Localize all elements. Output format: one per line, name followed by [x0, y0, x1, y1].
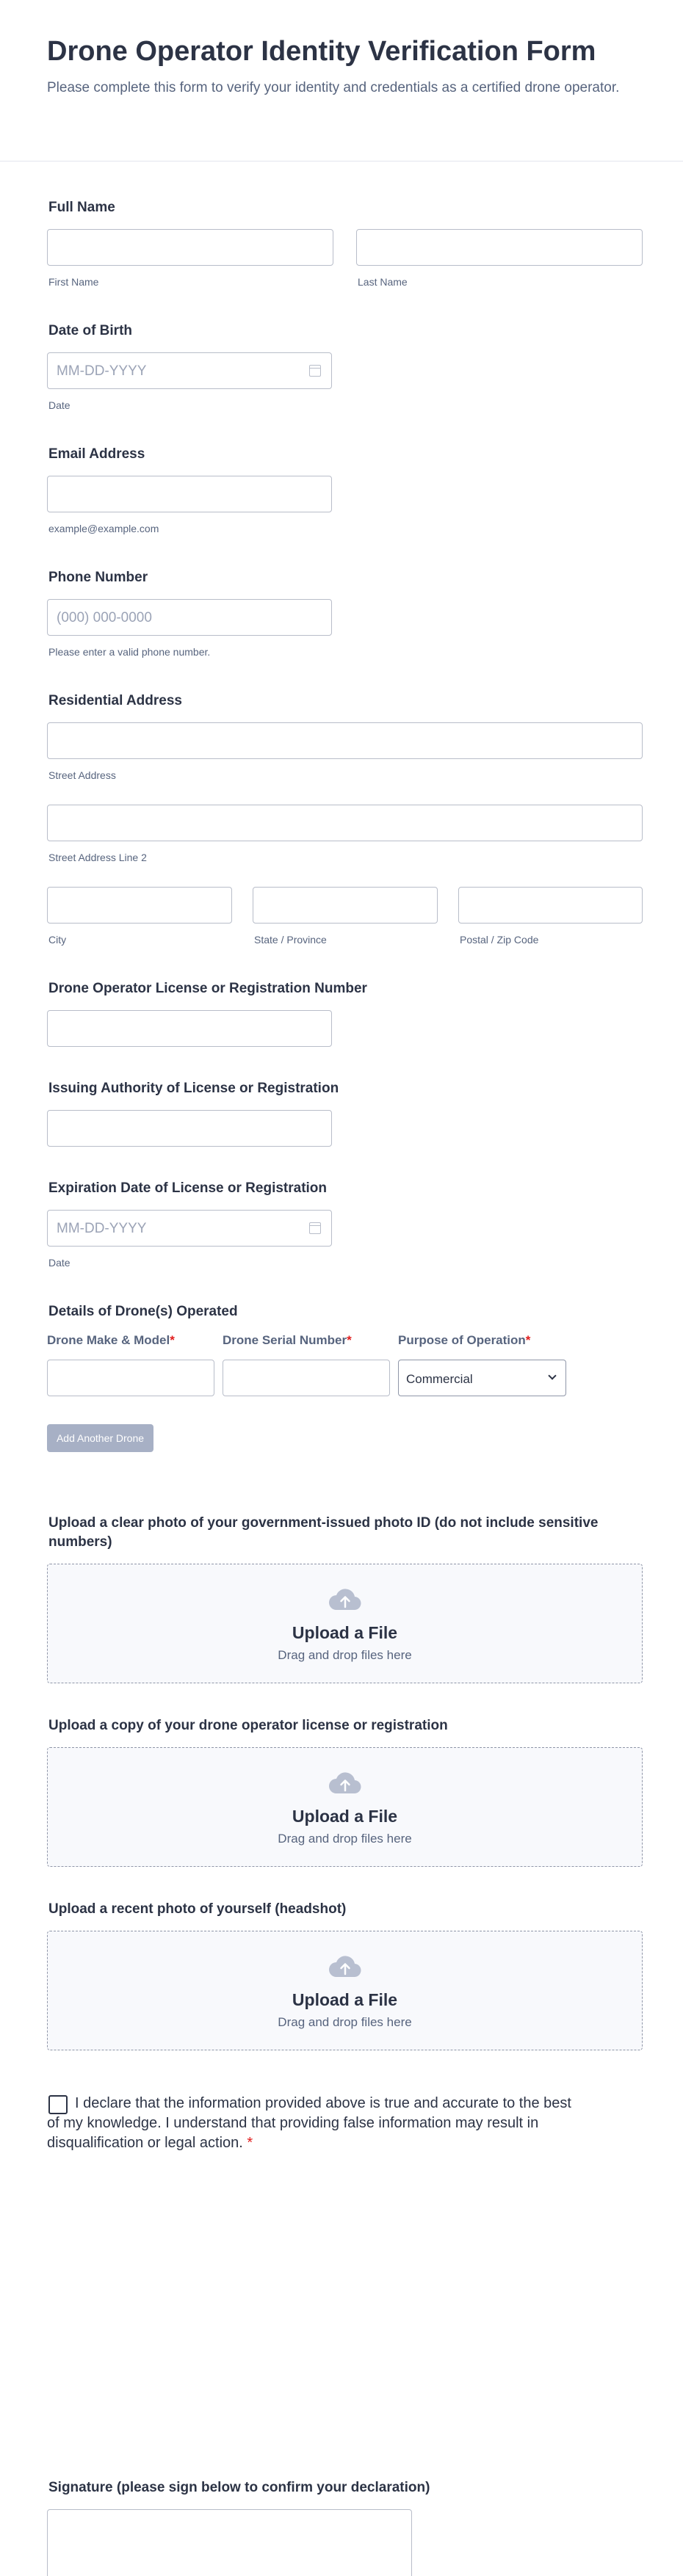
calendar-icon[interactable] [309, 1222, 321, 1234]
phone-label: Phone Number [48, 570, 148, 585]
calendar-icon[interactable] [309, 365, 321, 377]
upload-title: Upload a File [292, 1623, 398, 1642]
upload-id-label: Upload a clear photo of your government-issued photo ID (do not include sensitive numbers) [48, 1515, 599, 1550]
dob-input[interactable] [47, 352, 332, 389]
last-name-input[interactable] [356, 229, 643, 266]
dob-sublabel: Date [48, 399, 71, 411]
form-title: Drone Operator Identity Verification Form [47, 36, 596, 67]
declaration-text [47, 2094, 583, 2153]
dob-label: Date of Birth [48, 323, 132, 338]
street-address-input[interactable] [47, 722, 643, 759]
issuing-authority-label: Issuing Authority of License or Registration [48, 1081, 339, 1096]
upload-subtitle: Drag and drop files here [278, 1648, 412, 1662]
drone-make-label-text: Drone Make & Model [47, 1333, 170, 1347]
drone-purpose-label-text: Purpose of Operation [398, 1333, 526, 1347]
street-address-2-input[interactable] [47, 805, 643, 841]
required-mark: * [247, 2135, 253, 2151]
drone-serial-label-text: Drone Serial Number [223, 1333, 347, 1347]
expiration-sublabel: Date [48, 1257, 71, 1269]
drones-label: Details of Drone(s) Operated [48, 1304, 238, 1319]
city-input[interactable] [47, 887, 232, 924]
upload-id-dropzone[interactable] [47, 1564, 643, 1683]
upload-headshot-dropzone[interactable] [47, 1931, 643, 2050]
declaration-label: I declare that the information provided above is true and accurate to the best of my knowledge. I understand that providing false information may result in disqualification or legal action. [47, 2095, 571, 2151]
address-label: Residential Address [48, 693, 182, 708]
upload-subtitle: Drag and drop files here [278, 2015, 412, 2029]
street-address-2-sublabel: Street Address Line 2 [48, 852, 147, 863]
state-input[interactable] [253, 887, 438, 924]
email-sublabel: example@example.com [48, 523, 159, 534]
license-number-input[interactable] [47, 1010, 332, 1047]
full-name-label: Full Name [48, 200, 115, 215]
add-another-drone-button[interactable]: Add Another Drone [47, 1424, 153, 1452]
street-address-sublabel: Street Address [48, 769, 116, 781]
last-name-sublabel: Last Name [358, 276, 408, 288]
cloud-upload-icon [328, 1586, 363, 1613]
drone-purpose-select[interactable] [398, 1360, 566, 1396]
email-label: Email Address [48, 446, 145, 462]
state-sublabel: State / Province [254, 934, 327, 946]
cloud-upload-icon [328, 1770, 363, 1796]
upload-license-label: Upload a copy of your drone operator license or registration [48, 1718, 448, 1733]
phone-sublabel: Please enter a valid phone number. [48, 646, 211, 658]
issuing-authority-input[interactable] [47, 1110, 332, 1147]
upload-title: Upload a File [292, 1990, 398, 2009]
chevron-down-icon [548, 1371, 556, 1379]
upload-headshot-label: Upload a recent photo of yourself (headshot) [48, 1901, 347, 1917]
upload-subtitle: Drag and drop files here [278, 1832, 412, 1846]
cloud-upload-icon [328, 1953, 363, 1980]
expiration-placeholder: MM-DD-YYYY [57, 1221, 147, 1236]
required-mark: * [170, 1333, 175, 1347]
first-name-sublabel: First Name [48, 276, 99, 288]
license-number-label: Drone Operator License or Registration Number [48, 981, 367, 996]
drone-make-label [47, 1333, 175, 1348]
first-name-input[interactable] [47, 229, 333, 266]
expiration-label: Expiration Date of License or Registration [48, 1180, 328, 1196]
email-input[interactable] [47, 476, 332, 512]
form-description: Please complete this form to verify your identity and credentials as a certified drone operator. [47, 79, 620, 95]
dob-placeholder: MM-DD-YYYY [57, 363, 147, 379]
zip-sublabel: Postal / Zip Code [460, 934, 539, 946]
city-sublabel: City [48, 934, 67, 946]
drone-serial-input[interactable] [223, 1360, 390, 1396]
required-mark: * [525, 1333, 531, 1347]
upload-license-dropzone[interactable] [47, 1747, 643, 1867]
drone-serial-label [223, 1333, 352, 1348]
expiration-input[interactable] [47, 1210, 332, 1247]
drone-purpose-value: Commercial [406, 1372, 473, 1386]
drone-purpose-label [398, 1333, 530, 1348]
upload-title: Upload a File [292, 1807, 398, 1826]
drone-make-input[interactable] [47, 1360, 214, 1396]
phone-input[interactable] [47, 599, 332, 636]
required-mark: * [347, 1333, 352, 1347]
zip-input[interactable] [458, 887, 643, 924]
form-header [0, 0, 683, 162]
signature-label: Signature (please sign below to confirm your declaration) [48, 2480, 430, 2495]
signature-pad[interactable] [47, 2509, 412, 2576]
phone-placeholder: (000) 000-0000 [57, 610, 152, 625]
